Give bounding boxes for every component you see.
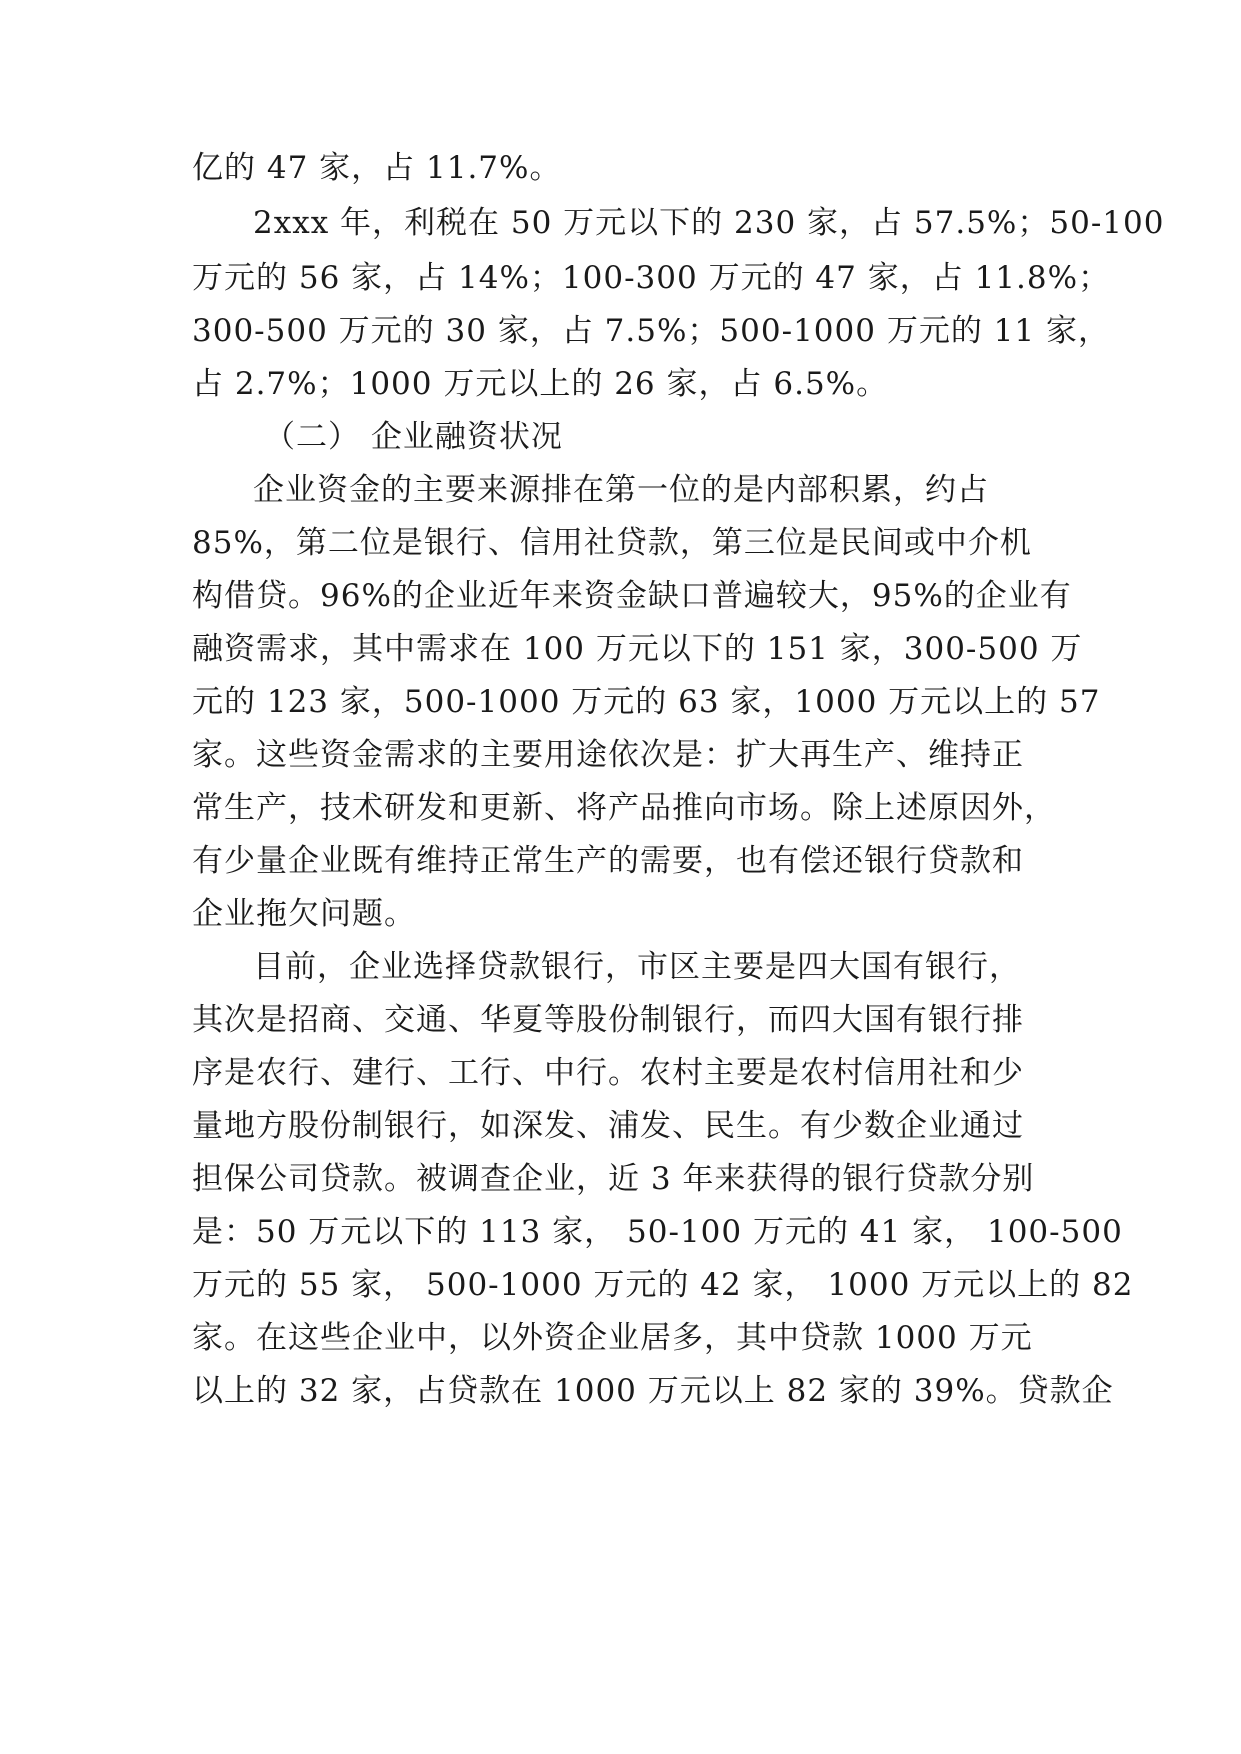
- paragraph-start-line: 2xxx 年，利税在 50 万元以下的 230 家，占 57.5%；50-100: [253, 205, 1165, 241]
- text-line: 万元的 56 家，占 14%；100-300 万元的 47 家，占 11.8%；: [192, 260, 1111, 296]
- text-line: 量地方股份制银行，如深发、浦发、民生。有少数企业通过: [192, 1108, 1024, 1144]
- text-line: 万元的 55 家， 500-1000 万元的 42 家， 1000 万元以上的 82: [192, 1267, 1134, 1303]
- text-line: 85%，第二位是银行、信用社贷款，第三位是民间或中介机: [192, 525, 1032, 561]
- text-line: 元的 123 家，500-1000 万元的 63 家，1000 万元以上的 57: [192, 684, 1101, 720]
- text-line: 常生产，技术研发和更新、将产品推向市场。除上述原因外，: [192, 790, 1056, 826]
- text-line: 占 2.7%；1000 万元以上的 26 家，占 6.5%。: [192, 366, 889, 402]
- text-line: 有少量企业既有维持正常生产的需要，也有偿还银行贷款和: [192, 843, 1024, 879]
- text-line: 亿的 47 家，占 11.7%。: [192, 150, 562, 186]
- text-line: 家。这些资金需求的主要用途依次是：扩大再生产、维持正: [192, 737, 1024, 773]
- text-line: 企业拖欠问题。: [192, 896, 416, 932]
- paragraph-start-line: 企业资金的主要来源排在第一位的是内部积累，约占: [253, 472, 989, 508]
- text-line: 是：50 万元以下的 113 家， 50-100 万元的 41 家， 100-500: [192, 1214, 1123, 1250]
- text-line: 序是农行、建行、工行、中行。农村主要是农村信用社和少: [192, 1055, 1024, 1091]
- text-line: 构借贷。96%的企业近年来资金缺口普遍较大，95%的企业有: [192, 578, 1072, 614]
- text-line: 以上的 32 家，占贷款在 1000 万元以上 82 家的 39%。贷款企: [192, 1373, 1114, 1409]
- text-line: 担保公司贷款。被调查企业，近 3 年来获得的银行贷款分别: [192, 1161, 1035, 1197]
- section-heading: （二） 企业融资状况: [264, 419, 563, 455]
- text-line: 300-500 万元的 30 家，占 7.5%；500-1000 万元的 11 家，: [192, 313, 1110, 349]
- paragraph-start-line: 目前，企业选择贷款银行，市区主要是四大国有银行，: [253, 949, 1021, 985]
- text-line: 融资需求，其中需求在 100 万元以下的 151 家，300-500 万: [192, 631, 1083, 667]
- text-line: 其次是招商、交通、华夏等股份制银行，而四大国有银行排: [192, 1002, 1024, 1038]
- text-line: 家。在这些企业中，以外资企业居多，其中贷款 1000 万元: [192, 1320, 1033, 1356]
